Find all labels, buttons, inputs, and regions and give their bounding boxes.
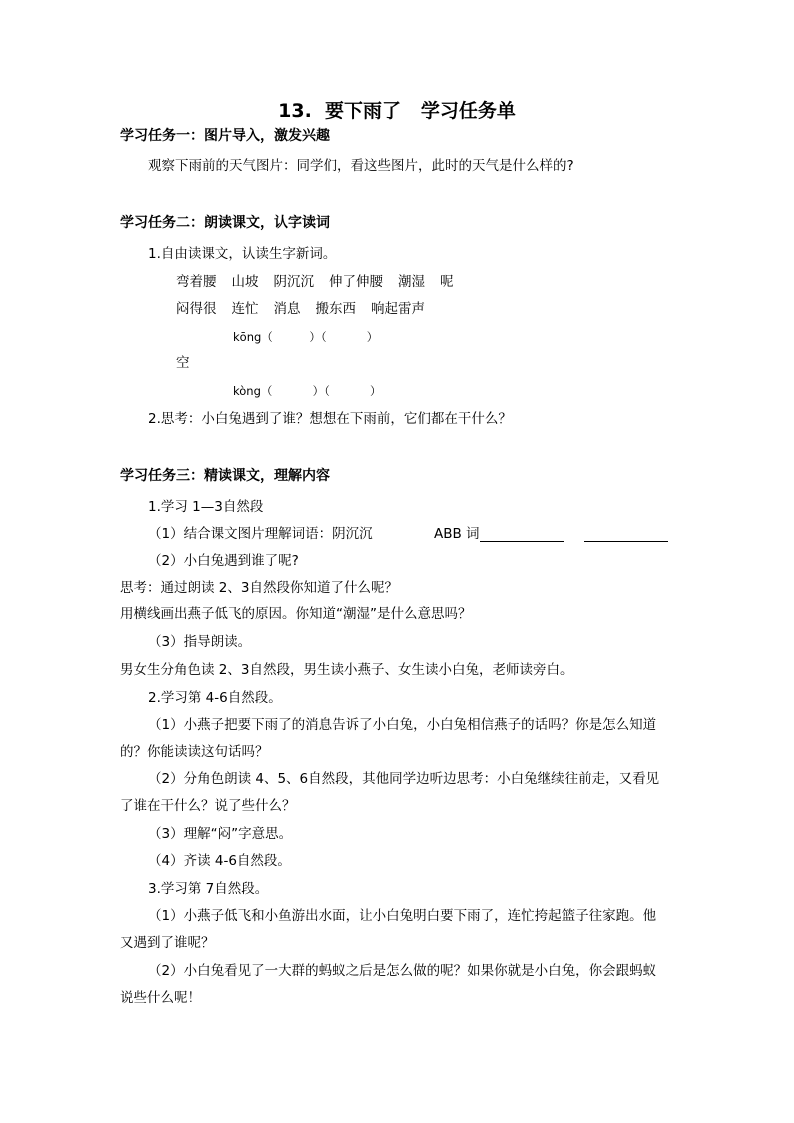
answer-blank bbox=[480, 529, 564, 542]
vocab-word: 消息 bbox=[273, 301, 301, 317]
task3-line: （1）小燕子低飞和小鱼游出水面，让小白兔明白要下雨了，连忙挎起篮子往家跑。他 bbox=[148, 908, 657, 924]
vocab-word: 山坡 bbox=[231, 274, 259, 290]
task3-line: （4）齐读 4-6自然段。 bbox=[148, 853, 291, 869]
abb-word-row bbox=[434, 526, 668, 542]
vocab-word: 闷得很 bbox=[176, 301, 217, 317]
task3-line: 男女生分角色读 2、3自然段，男生读小燕子、女生读小白兔，老师读旁白。 bbox=[120, 662, 574, 678]
vocab-word: 连忙 bbox=[231, 301, 259, 317]
task2-item1: 1.自由读课文，认读生字新词。 bbox=[148, 246, 337, 262]
vocab-word: 呢 bbox=[440, 274, 454, 290]
vocab-word: 伸了伸腰 bbox=[329, 274, 383, 290]
task3-line: （3）理解“闷”字意思。 bbox=[148, 826, 293, 842]
task3-line: 2.学习第 4-6自然段。 bbox=[148, 690, 282, 706]
task1-text: 观察下雨前的天气图片：同学们，看这些图片，此时的天气是什么样的? bbox=[148, 158, 574, 174]
vocab-word: 响起雷声 bbox=[371, 301, 425, 317]
task3-line: （2）小白兔遇到谁了呢? bbox=[148, 553, 299, 569]
task3-line: 又遇到了谁呢？ bbox=[120, 935, 215, 951]
kong-character: 空 bbox=[176, 355, 190, 371]
vocab-row-2 bbox=[176, 301, 440, 317]
task3-line: 思考：通过朗读 2、3自然段你知道了什么呢？ bbox=[120, 580, 398, 596]
task2-heading: 学习任务二：朗读课文，认字读词 bbox=[120, 215, 330, 231]
vocab-word: 搬东西 bbox=[315, 301, 356, 317]
page-title: 13. 要下雨了 学习任务单 bbox=[278, 100, 516, 122]
abb-label: ABB 词 bbox=[434, 526, 480, 542]
task3-line: 了谁在干什么？说了些什么？ bbox=[120, 798, 296, 814]
task3-line: 说些什么呢！ bbox=[120, 990, 201, 1006]
task3-line: （1）小燕子把要下雨了的消息告诉了小白兔，小白兔相信燕子的话吗？你是怎么知道 bbox=[148, 717, 657, 733]
task3-line: （1）结合课文图片理解词语：阴沉沉 bbox=[148, 526, 373, 542]
task3-line: 用横线画出燕子低飞的原因。你知道“潮湿”是什么意思吗？ bbox=[120, 606, 472, 622]
task3-heading: 学习任务三：精读课文，理解内容 bbox=[120, 468, 330, 484]
task3-line: （3）指导朗读。 bbox=[148, 634, 252, 650]
vocab-word: 潮湿 bbox=[398, 274, 425, 290]
task3-line: （2）小白兔看见了一大群的蚂蚁之后是怎么做的呢？如果你就是小白兔，你会跟蚂蚁 bbox=[148, 963, 657, 979]
task3-line: （2）分角色朗读 4、5、6自然段，其他同学边听边思考：小白兔继续往前走，又看见 bbox=[148, 771, 660, 787]
vocab-row-1 bbox=[176, 274, 469, 290]
vocab-word: 阴沉沉 bbox=[273, 274, 314, 290]
kong-lower-pinyin: kòng（ ）（ ） bbox=[233, 384, 382, 398]
task3-line: 1.学习 1—3自然段 bbox=[148, 499, 264, 515]
task3-line: 的？你能读读这句话吗？ bbox=[120, 744, 269, 760]
task1-heading: 学习任务一：图片导入，激发兴趣 bbox=[120, 128, 330, 144]
task2-item2: 2.思考：小白兔遇到了谁？想想在下雨前，它们都在干什么？ bbox=[148, 411, 512, 427]
answer-blank bbox=[584, 529, 668, 542]
vocab-word: 弯着腰 bbox=[176, 274, 217, 290]
kong-upper-pinyin: kōng（ ）（ ） bbox=[233, 330, 379, 344]
task3-line: 3.学习第 7自然段。 bbox=[148, 881, 269, 897]
